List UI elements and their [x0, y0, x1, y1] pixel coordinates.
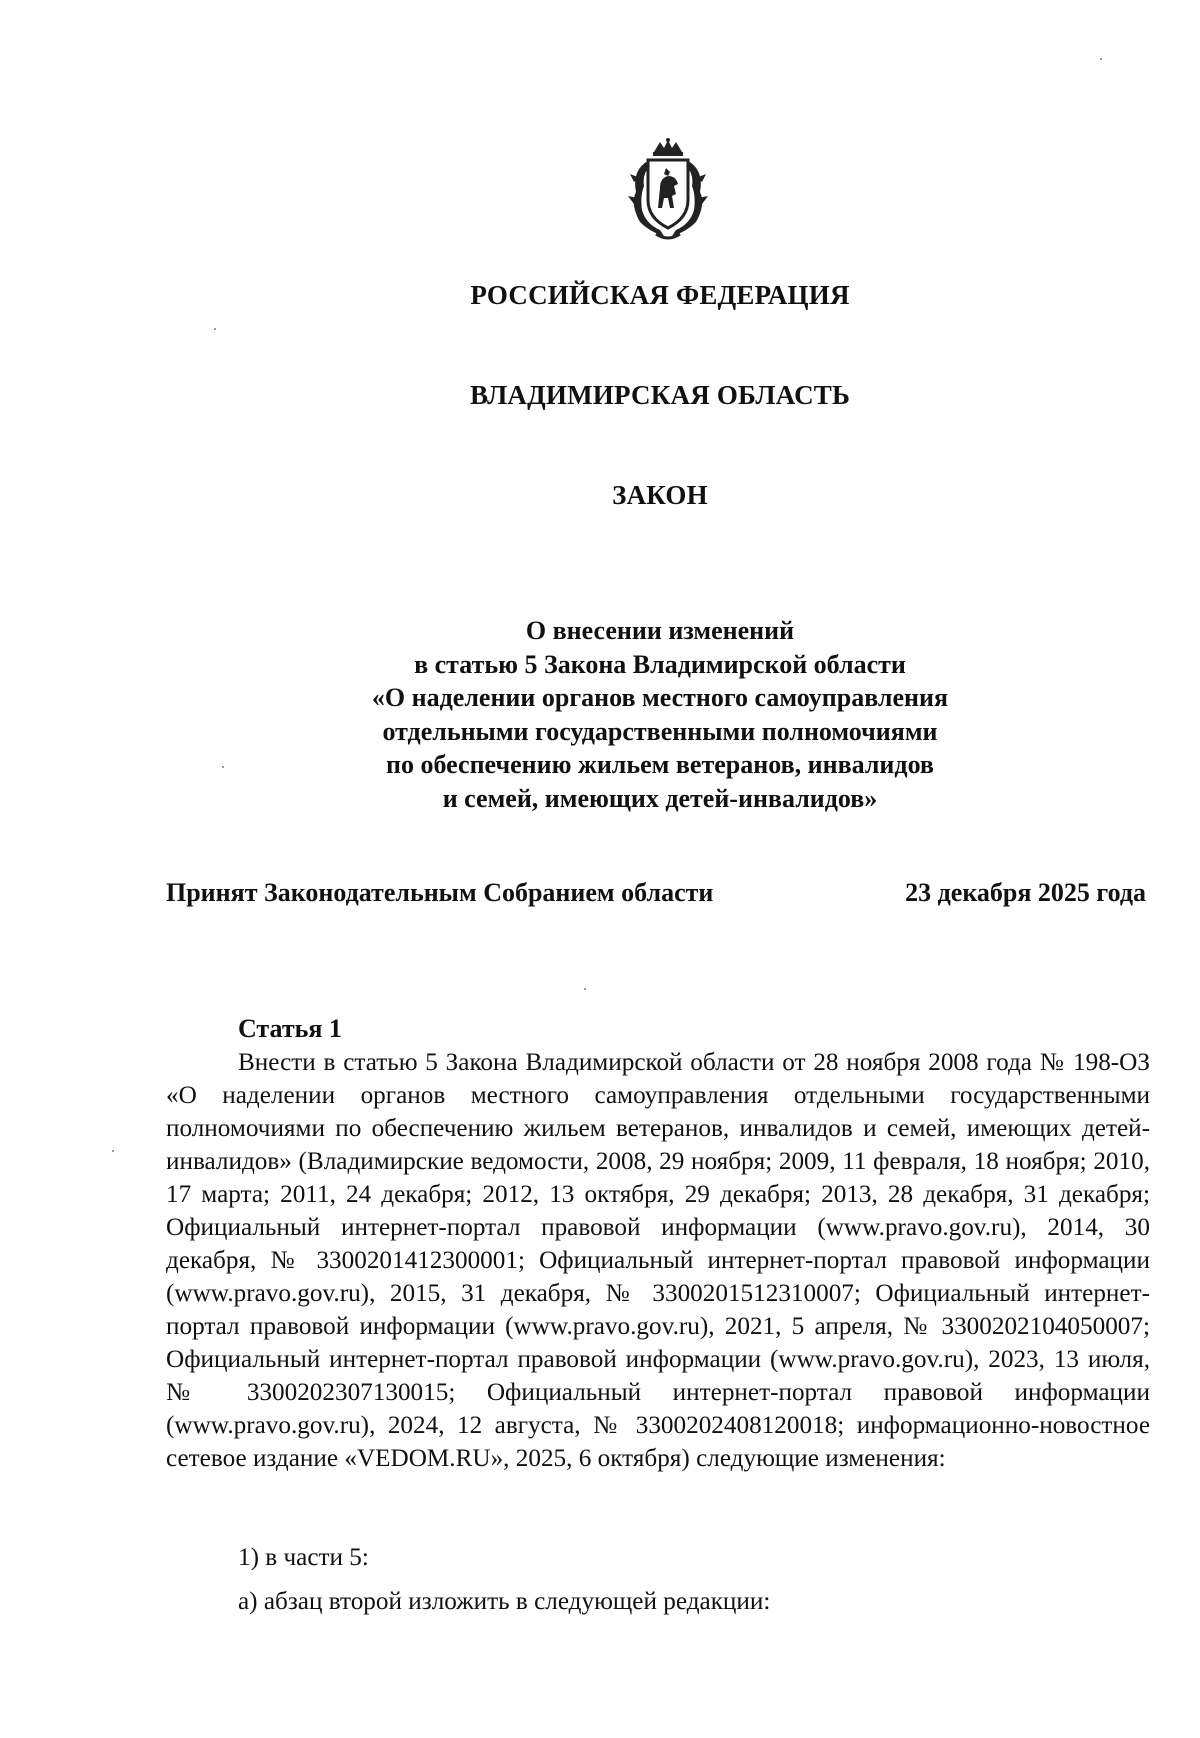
adoption-date: 23 декабря 2025 года — [905, 878, 1146, 907]
article-item: 1) в части 5: — [238, 1544, 369, 1571]
country-heading: РОССИЙСКАЯ ФЕДЕРАЦИЯ — [470, 280, 850, 310]
law-title-line: О внесении изменений — [525, 616, 795, 645]
scan-speck — [222, 766, 224, 768]
scan-speck — [112, 1150, 114, 1152]
law-title-line: в статью 5 Закона Владимирской области — [414, 649, 906, 679]
adoption-line — [166, 878, 1146, 908]
article-body-paragraph: Внести в статью 5 Закона Владимирской области от 28 ноября 2008 года № 198-ОЗ «О наделении органов местного самоуправления отдельными государственными полномочиями по обеспечению жильем ветеранов, инвалидов и семей, имеющих детей-инвалидов» (Владимирские ведомости, 2008, 29 ноября; 2009, 11 февраля, 18 ноября; 2010, 17 марта; 2011, 24 декабря; 2012, 13 октября, 29 декабря; 2013, 28 декабря, 31 декабря; Официальный интернет-портал правовой информации (www.pravo.gov.ru), 2014, 30 декабря, № 3300201412300001; Официальный интернет-портал правовой информации (www.pravo.gov.ru), 2015, 31 декабря, № 3300201512310007; Официальный интернет-портал правовой информации (www.pravo.gov.ru), 2021, 5 апреля, № 3300202104050007; Официальный интернет-портал правовой информации (www.pravo.gov.ru), 2023, 13 июля, № 3300202307130015; Официальный интернет-портал правовой информации (www.pravo.gov.ru), 2024, 12 августа, № 3300202408120018; информационно-новостное сетевое издание «VEDOM.RU», 2025, 6 октября) следующие изменения: — [166, 1049, 1150, 1472]
coat-of-arms-icon — [620, 138, 716, 242]
law-title-line: «О наделении органов местного самоуправления — [371, 683, 949, 712]
adoption-label: Принят Законодательным Собранием области — [166, 878, 714, 907]
law-title — [330, 614, 990, 815]
region-heading: ВЛАДИМИРСКАЯ ОБЛАСТЬ — [469, 380, 851, 410]
law-title-line: по обеспечению жильем ветеранов, инвалидов — [386, 750, 934, 779]
document-type-heading: ЗАКОН — [612, 480, 708, 510]
scan-speck — [584, 988, 586, 990]
law-title-line: и семей, имеющих детей-инвалидов» — [442, 783, 878, 813]
scan-speck — [1100, 58, 1102, 60]
article-title: Статья 1 — [238, 1014, 342, 1043]
article-subitem: а) абзац второй изложить в следующей редакции: — [238, 1588, 771, 1615]
law-title-line: отдельными государственными полномочиями — [382, 716, 938, 746]
scan-speck — [214, 328, 216, 330]
